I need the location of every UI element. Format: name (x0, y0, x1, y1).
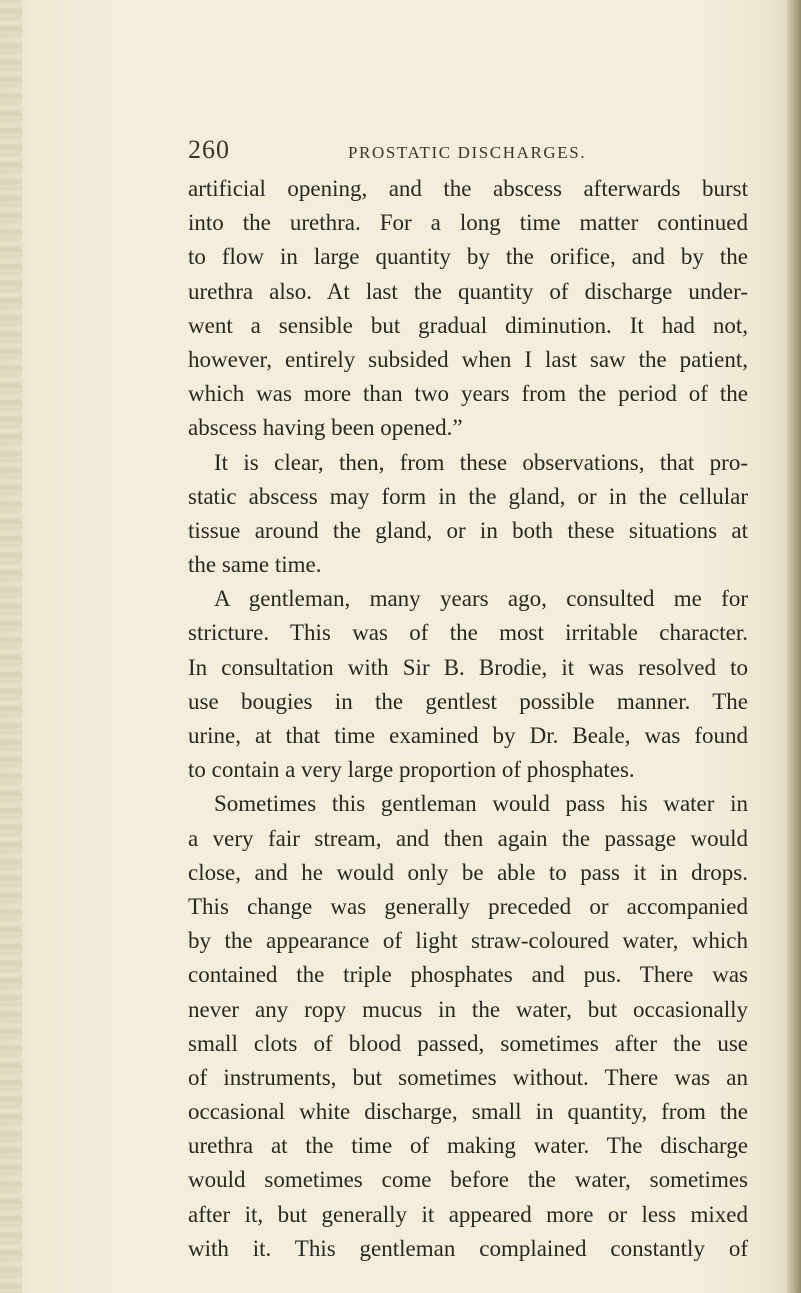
text-line: went a sensible but gradual diminution. It had not, (188, 312, 748, 338)
text-line: urethra at the time of making water. The discharge (188, 1133, 748, 1159)
text-line: contained the triple phosphates and pus. There was (188, 962, 748, 988)
page-header (188, 135, 748, 169)
text-line: close, and he would only be able to pass it in drops. (188, 859, 748, 885)
text-line: with it. This gentleman complained constantly of (188, 1235, 748, 1261)
page-binding-edge-right (787, 0, 801, 1293)
body-text (188, 172, 748, 1266)
text-line: to contain a very large proportion of phosphates. (188, 757, 635, 783)
text-line: small clots of blood passed, sometimes after the use (188, 1030, 748, 1056)
text-line: to flow in large quantity by the orifice, and by the (188, 244, 748, 270)
running-head: PROSTATIC DISCHARGES. (348, 143, 587, 162)
text-line: never any ropy mucus in the water, but occasionally (188, 996, 748, 1022)
text-line: urine, at that time examined by Dr. Beale, was found (188, 723, 748, 748)
text-line: abscess having been opened.” (188, 415, 463, 441)
text-line: It is clear, then, from these observations, that pro- (214, 449, 748, 475)
text-line: A gentleman, many years ago, consulted me for (214, 586, 748, 612)
text-line: tissue around the gland, or in both these situations at (188, 517, 748, 543)
page-binding-edge-left (0, 0, 22, 1293)
text-line: a very fair stream, and then again the passage would (188, 825, 748, 851)
text-line: of instruments, but sometimes without. There was an (188, 1064, 748, 1090)
text-line: This change was generally preceded or accompanied (188, 893, 748, 919)
page-number: 260 (188, 135, 230, 164)
text-line: use bougies in the gentlest possible manner. The (188, 688, 748, 714)
text-line: however, entirely subsided when I last saw the patient, (188, 346, 748, 372)
text-line: which was more than two years from the period of the (188, 381, 748, 407)
text-line: Sometimes this gentleman would pass his water in (214, 791, 748, 817)
text-line: after it, but generally it appeared more or less mixed (188, 1201, 748, 1227)
text-line: would sometimes come before the water, sometimes (188, 1167, 748, 1193)
text-line: by the appearance of light straw-coloured water, which (188, 928, 748, 954)
text-line: the same time. (188, 552, 322, 578)
text-line: occasional white discharge, small in quantity, from the (188, 1099, 748, 1125)
text-line: urethra also. At last the quantity of discharge under- (188, 278, 748, 304)
text-line: static abscess may form in the gland, or in the cellular (188, 483, 748, 509)
text-line: stricture. This was of the most irritable character. (188, 620, 748, 646)
text-line: artificial opening, and the abscess afterwards burst (188, 176, 748, 201)
text-line: into the urethra. For a long time matter continued (188, 210, 748, 236)
text-line: In consultation with Sir B. Brodie, it was resolved to (188, 654, 748, 680)
